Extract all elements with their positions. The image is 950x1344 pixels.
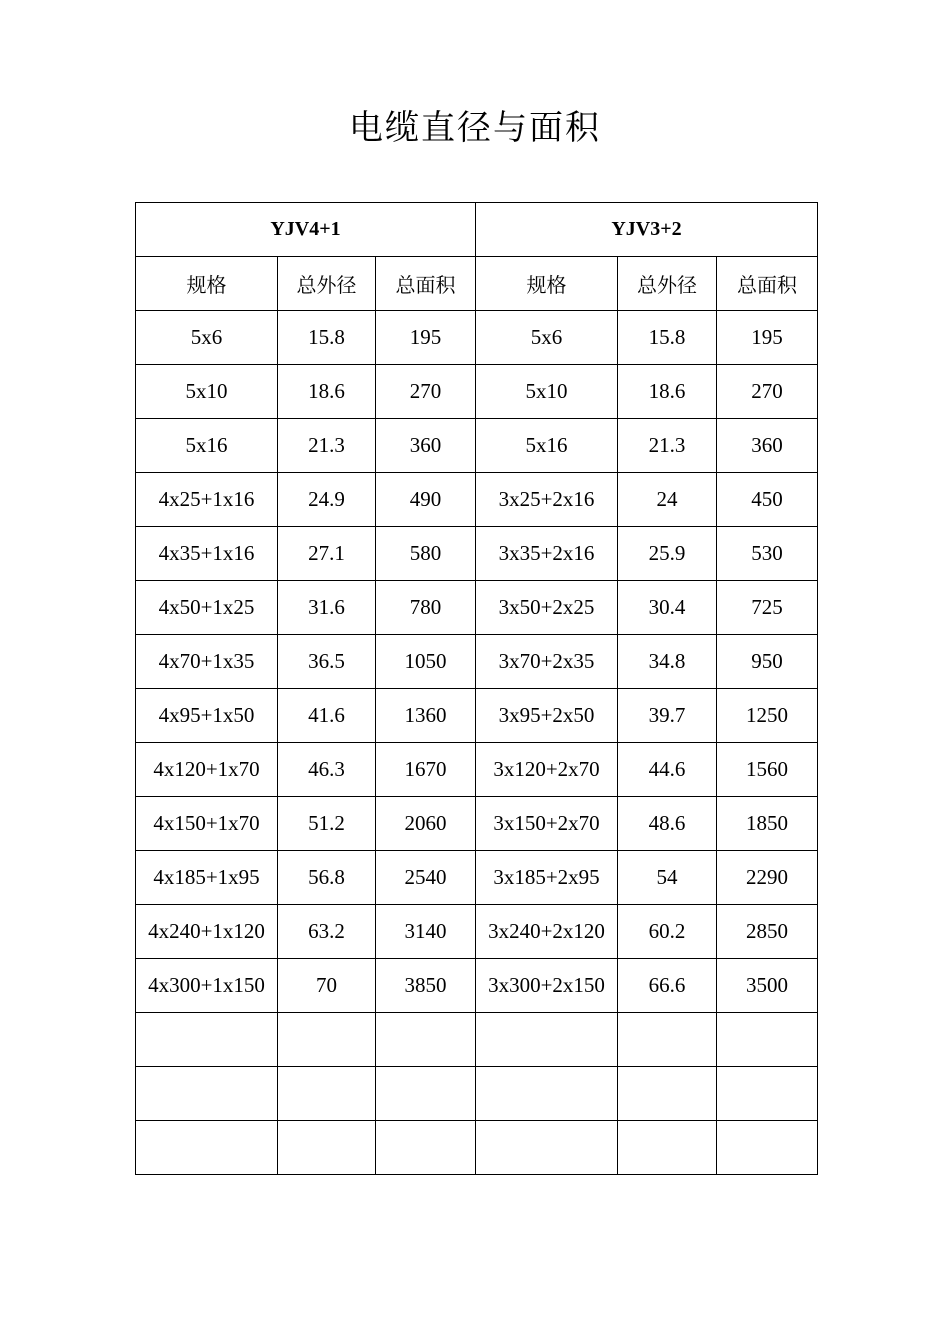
cell-spec <box>476 1121 618 1175</box>
cell-spec: 5x10 <box>136 365 278 419</box>
cell-outer-diameter: 60.2 <box>618 905 717 959</box>
cell-outer-diameter: 54 <box>618 851 717 905</box>
cell-total-area: 530 <box>717 527 818 581</box>
table-row <box>136 365 818 419</box>
cell-total-area: 1850 <box>717 797 818 851</box>
cell-spec <box>136 1121 278 1175</box>
cell-spec <box>476 1013 618 1067</box>
cell-spec: 5x6 <box>136 311 278 365</box>
cell-total-area: 2850 <box>717 905 818 959</box>
cell-outer-diameter: 66.6 <box>618 959 717 1013</box>
column-header-row <box>136 257 818 311</box>
table-row <box>136 959 818 1013</box>
cell-total-area: 490 <box>376 473 476 527</box>
table-row <box>136 473 818 527</box>
table-row <box>136 635 818 689</box>
column-header-total-area: 总面积 <box>376 257 476 311</box>
cell-total-area <box>717 1121 818 1175</box>
cell-total-area: 450 <box>717 473 818 527</box>
cell-spec: 5x6 <box>476 311 618 365</box>
cable-spec-table <box>135 202 818 1175</box>
cell-total-area: 3500 <box>717 959 818 1013</box>
cell-spec: 4x70+1x35 <box>136 635 278 689</box>
cell-total-area <box>376 1013 476 1067</box>
cell-total-area: 360 <box>717 419 818 473</box>
cell-outer-diameter: 30.4 <box>618 581 717 635</box>
cell-spec: 4x240+1x120 <box>136 905 278 959</box>
cell-outer-diameter <box>618 1121 717 1175</box>
cell-outer-diameter: 36.5 <box>278 635 376 689</box>
table-row <box>136 1121 818 1175</box>
column-header-outer-diameter: 总外径 <box>278 257 376 311</box>
cell-total-area <box>717 1067 818 1121</box>
cell-total-area: 2540 <box>376 851 476 905</box>
cell-total-area: 2060 <box>376 797 476 851</box>
cell-outer-diameter <box>278 1013 376 1067</box>
cell-spec: 3x35+2x16 <box>476 527 618 581</box>
cell-outer-diameter: 15.8 <box>618 311 717 365</box>
cell-outer-diameter <box>278 1067 376 1121</box>
cell-total-area: 580 <box>376 527 476 581</box>
cell-total-area <box>376 1067 476 1121</box>
cell-outer-diameter: 18.6 <box>278 365 376 419</box>
table-body <box>136 311 818 1175</box>
cell-total-area: 3140 <box>376 905 476 959</box>
cell-total-area: 195 <box>717 311 818 365</box>
table-row <box>136 689 818 743</box>
cell-total-area: 780 <box>376 581 476 635</box>
cell-outer-diameter: 39.7 <box>618 689 717 743</box>
cell-outer-diameter: 24 <box>618 473 717 527</box>
column-header-total-area: 总面积 <box>717 257 818 311</box>
cell-spec: 5x10 <box>476 365 618 419</box>
column-header-outer-diameter: 总外径 <box>618 257 717 311</box>
cell-outer-diameter: 41.6 <box>278 689 376 743</box>
cell-total-area: 270 <box>376 365 476 419</box>
cell-total-area: 2290 <box>717 851 818 905</box>
cell-total-area <box>717 1013 818 1067</box>
cell-spec <box>476 1067 618 1121</box>
cell-outer-diameter: 31.6 <box>278 581 376 635</box>
table-row <box>136 797 818 851</box>
group-title-yjv4-1: YJV4+1 <box>136 203 476 257</box>
cell-spec: 3x150+2x70 <box>476 797 618 851</box>
table-row <box>136 1013 818 1067</box>
table-row <box>136 419 818 473</box>
cell-spec: 3x50+2x25 <box>476 581 618 635</box>
table-row <box>136 581 818 635</box>
cell-spec: 5x16 <box>136 419 278 473</box>
cell-total-area: 725 <box>717 581 818 635</box>
cell-total-area <box>376 1121 476 1175</box>
column-header-spec: 规格 <box>476 257 618 311</box>
cell-spec: 3x240+2x120 <box>476 905 618 959</box>
group-title-yjv3-2: YJV3+2 <box>476 203 818 257</box>
cell-total-area: 950 <box>717 635 818 689</box>
cell-spec: 3x120+2x70 <box>476 743 618 797</box>
cell-outer-diameter <box>618 1067 717 1121</box>
cell-total-area: 360 <box>376 419 476 473</box>
cell-total-area: 1360 <box>376 689 476 743</box>
cell-spec: 3x70+2x35 <box>476 635 618 689</box>
cell-outer-diameter: 15.8 <box>278 311 376 365</box>
table-row <box>136 527 818 581</box>
table-row <box>136 311 818 365</box>
cell-outer-diameter: 21.3 <box>618 419 717 473</box>
cell-outer-diameter: 48.6 <box>618 797 717 851</box>
cell-outer-diameter: 18.6 <box>618 365 717 419</box>
cell-total-area: 1560 <box>717 743 818 797</box>
cell-outer-diameter <box>278 1121 376 1175</box>
cell-spec: 3x25+2x16 <box>476 473 618 527</box>
cell-spec: 4x300+1x150 <box>136 959 278 1013</box>
cell-outer-diameter: 63.2 <box>278 905 376 959</box>
group-header-row <box>136 203 818 257</box>
cell-spec <box>136 1013 278 1067</box>
cell-spec: 4x35+1x16 <box>136 527 278 581</box>
table-row <box>136 905 818 959</box>
cell-outer-diameter: 34.8 <box>618 635 717 689</box>
cell-spec: 3x95+2x50 <box>476 689 618 743</box>
cell-outer-diameter: 24.9 <box>278 473 376 527</box>
cell-outer-diameter: 21.3 <box>278 419 376 473</box>
table-row <box>136 1067 818 1121</box>
cell-outer-diameter: 44.6 <box>618 743 717 797</box>
cell-spec: 4x185+1x95 <box>136 851 278 905</box>
page-title: 电缆直径与面积 <box>349 108 601 148</box>
cell-spec: 3x185+2x95 <box>476 851 618 905</box>
column-header-spec: 规格 <box>136 257 278 311</box>
cell-outer-diameter: 51.2 <box>278 797 376 851</box>
cell-outer-diameter: 25.9 <box>618 527 717 581</box>
cell-outer-diameter <box>618 1013 717 1067</box>
cell-total-area: 1050 <box>376 635 476 689</box>
table-row <box>136 851 818 905</box>
cell-spec: 4x25+1x16 <box>136 473 278 527</box>
cell-spec: 3x300+2x150 <box>476 959 618 1013</box>
cell-total-area: 1250 <box>717 689 818 743</box>
cell-outer-diameter: 27.1 <box>278 527 376 581</box>
cell-spec: 4x50+1x25 <box>136 581 278 635</box>
cell-total-area: 3850 <box>376 959 476 1013</box>
cell-spec: 4x120+1x70 <box>136 743 278 797</box>
cell-spec: 4x150+1x70 <box>136 797 278 851</box>
cell-outer-diameter: 46.3 <box>278 743 376 797</box>
cell-spec: 4x95+1x50 <box>136 689 278 743</box>
cell-outer-diameter: 70 <box>278 959 376 1013</box>
cell-total-area: 270 <box>717 365 818 419</box>
cell-spec: 5x16 <box>476 419 618 473</box>
table-row <box>136 743 818 797</box>
cell-outer-diameter: 56.8 <box>278 851 376 905</box>
cell-total-area: 195 <box>376 311 476 365</box>
cell-spec <box>136 1067 278 1121</box>
cell-total-area: 1670 <box>376 743 476 797</box>
